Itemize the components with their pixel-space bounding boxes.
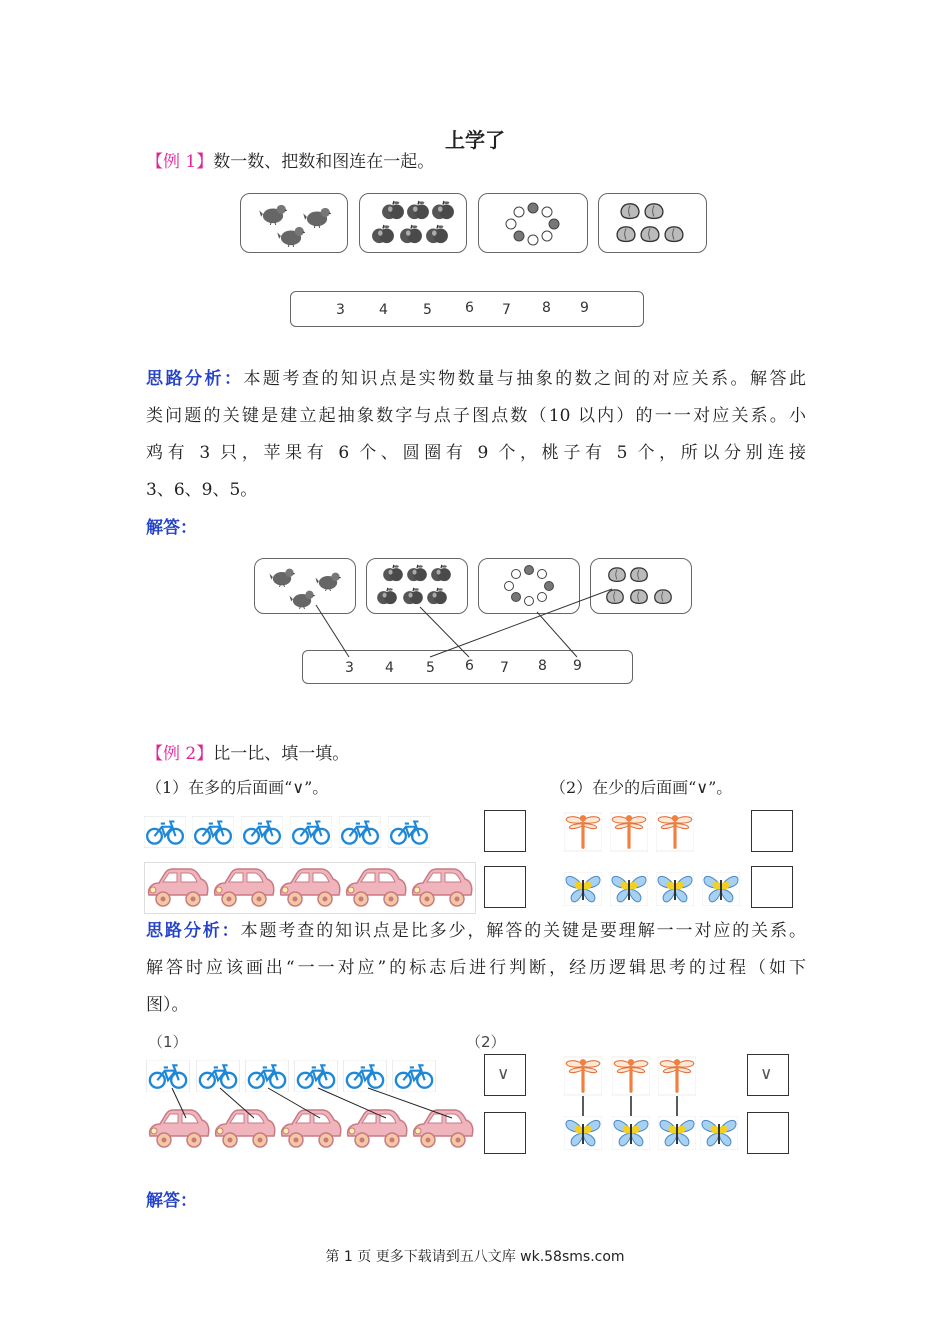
example2-tag: 【例 2】 (146, 744, 214, 764)
butterfly-icon (612, 1116, 650, 1150)
analysis-label: 思路分析： (146, 369, 244, 389)
figure-butterfly-row (564, 1116, 744, 1152)
analysis-label: 思路分析： (146, 921, 241, 941)
number-9: 9 (573, 658, 582, 674)
dragonfly-icon (564, 1056, 602, 1096)
analysis-text: 图）。 (146, 995, 189, 1015)
example2-sub1: （1）在多的后面画“∨”。 (146, 778, 329, 797)
number-7: 7 (500, 660, 509, 676)
figure-answer-box-dragonflies[interactable] (747, 1054, 789, 1096)
butterfly-icon (658, 1116, 696, 1150)
number-9: 9 (580, 300, 589, 316)
page-footer: 第 1 页 更多下载请到五八文库 wk.58sms.com (325, 1249, 625, 1265)
analysis-text: 解答时应该画出“一一对应”的标志后进行判断，经历逻辑思考的过程（如下 (146, 958, 806, 978)
check-mark: ∨ (760, 1064, 773, 1084)
number-7: 7 (502, 302, 511, 318)
example2-sub2: （2）在少的后面画“∨”。 (550, 778, 733, 797)
number-5: 5 (426, 660, 435, 676)
analysis-text: 鸡有 3 只，苹果有 6 个、圆圈有 9 个，桃子有 5 个，所以分别连接 (146, 443, 806, 463)
number-6: 6 (465, 300, 474, 316)
analysis-text: 类问题的关键是建立起抽象数字与点子图点数（10 以内）的一一对应关系。小 (146, 406, 806, 426)
example2-answer-label: 解答： (146, 1191, 197, 1211)
figure-answer-box-butterflies[interactable] (747, 1112, 789, 1154)
figure-answer-box-bikes[interactable] (484, 1054, 526, 1096)
figure-dragonfly-row (564, 1056, 704, 1096)
number-4: 4 (379, 302, 388, 318)
analysis-text: 3、6、9、5。 (146, 480, 258, 500)
example1-tag: 【例 1】 (146, 152, 214, 172)
number-3: 3 (345, 660, 354, 676)
butterfly-icon (700, 1116, 738, 1150)
analysis-text: 本题考查的知识点是比多少，解答的关键是要理解一一对应的关系。 (240, 921, 807, 941)
example1-prompt: 数一数、把数和图连在一起。 (213, 152, 435, 172)
check-mark: ∨ (497, 1064, 510, 1084)
number-8: 8 (542, 300, 551, 316)
number-6: 6 (465, 658, 474, 674)
butterfly-icon (564, 1116, 602, 1150)
figure-label-2: （2） (466, 1033, 506, 1051)
number-8: 8 (538, 658, 547, 674)
dragonfly-icon (612, 1056, 650, 1096)
example1-answer-label: 解答： (146, 518, 197, 538)
number-4: 4 (385, 660, 394, 676)
number-3: 3 (336, 302, 345, 318)
example2-prompt: 比一比、填一填。 (213, 744, 350, 764)
figure-answer-box-cars[interactable] (484, 1112, 526, 1154)
number-5: 5 (423, 302, 432, 318)
figure-label-1: （1） (148, 1033, 188, 1051)
page-title: 上学了 (445, 128, 505, 152)
analysis-text: 本题考查的知识点是实物数量与抽象的数之间的对应关系。解答此 (243, 369, 807, 389)
dragonfly-icon (658, 1056, 696, 1096)
